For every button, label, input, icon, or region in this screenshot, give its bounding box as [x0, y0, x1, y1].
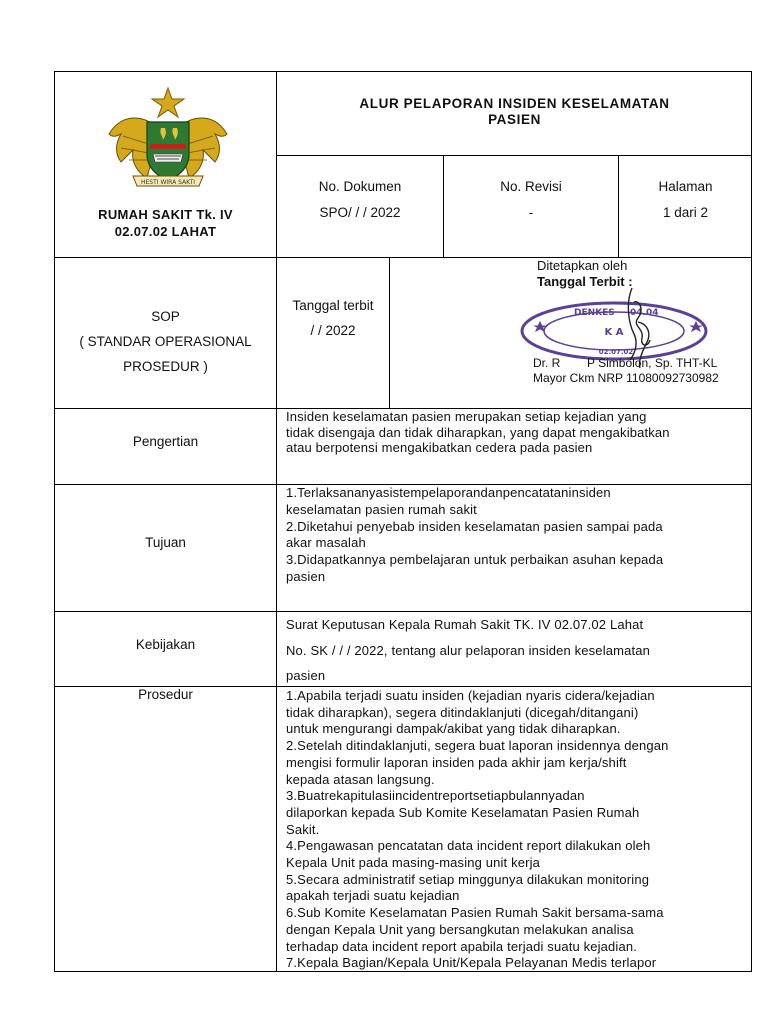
prosedur-line: 7.Kepala Bagian/Kepala Unit/Kepala Pelayanan Medis terlapor [286, 955, 657, 971]
prosedur-line: tidak diharapkan), segera ditindaklanjuti (dicegah/ditangani) [286, 704, 639, 720]
pengertian-line: atau berpotensi mengakibatkan cedera pada pasien [286, 440, 593, 455]
tujuan-content [286, 485, 746, 586]
sop-line3: PROSEDUR ) [123, 359, 208, 374]
emblem-star [152, 88, 184, 117]
kebijakan-content [286, 612, 746, 689]
table-divider [276, 155, 752, 156]
document-title [277, 96, 752, 128]
signer-rank: Mayor Ckm NRP 11080092730982 [533, 371, 719, 385]
prosedur-line: mengisi formulir laporan insiden pada akhir jam kerja/shift [286, 754, 627, 770]
doc-number-label: No. Dokumen [318, 179, 402, 194]
revision-label: No. Revisi [500, 179, 562, 194]
sop-document-table [54, 71, 752, 972]
pengertian-line: tidak disengaja dan tidak diharapkan, yang dapat mengakibatkan [286, 424, 670, 440]
prosedur-line: kepada atasan langsung. [286, 771, 435, 787]
page-label: Halaman [658, 179, 713, 194]
issue-date-value: / / 2022 [310, 323, 356, 338]
prosedur-content [286, 688, 746, 972]
page-cell [619, 178, 752, 222]
pengertian-content [286, 409, 746, 456]
doc-number-cell [277, 178, 443, 222]
prosedur-line: untuk mengurangi dampak/akibat yang tidak diharapkan. [286, 721, 621, 737]
prosedur-line: dilaporkan kepada Sub Komite Keselamatan Pasien Rumah [286, 804, 640, 820]
signer-name: Dr. R P Simbolon, Sp. THT-KL [533, 356, 718, 370]
document-title-line1: ALUR PELAPORAN INSIDEN KESELAMATAN [359, 96, 670, 111]
tujuan-line: pasien [286, 568, 326, 584]
sop-line1: SOP [151, 309, 180, 324]
tujuan-line: akar masalah [286, 535, 366, 551]
revision-cell [444, 178, 618, 222]
tujuan-line: 2.Diketahui penyebab insiden keselamatan pasien sampai pada [286, 518, 663, 534]
sop-line2: ( STANDAR OPERASIONAL [79, 334, 252, 349]
document-title-line2: PASIEN [488, 112, 541, 127]
stamp-text-top: DENKES [574, 308, 615, 318]
prosedur-line: terhadap data incident report apabila terjadi suatu kejadian. [286, 938, 637, 954]
issue-date-cell [277, 293, 389, 343]
prosedur-line: apakah terjadi suatu kejadian [286, 888, 460, 904]
kebijakan-label: Kebijakan [135, 637, 196, 652]
page-value: 1 dari 2 [662, 205, 709, 220]
hospital-name-line1: RUMAH SAKIT Tk. IV [98, 207, 233, 222]
issue-date-label: Tanggal terbit [292, 298, 374, 313]
prosedur-line: 6.Sub Komite Keselamatan Pasien Rumah Sakit bersama-sama [286, 905, 664, 921]
prosedur-line: 4.Pengawasan pencatatan data incident report dilakukan oleh [286, 838, 651, 854]
tujuan-label: Tujuan [145, 535, 186, 550]
pengertian-label: Pengertian [132, 434, 199, 449]
kebijakan-line: Surat Keputusan Kepala Rumah Sakit TK. IV 02.07.02 Lahat [286, 617, 644, 632]
emblem-shield [147, 122, 189, 180]
stamp-text-bottom: 02.07.02 [598, 348, 634, 356]
issue-date-stamp-label: Tanggal Terbit : [537, 274, 633, 289]
tujuan-line: 1.Terlaksananyasistempelaporandanpencatataninsiden [286, 485, 611, 500]
prosedur-line: Sakit. [286, 821, 320, 837]
stamp-text-code: 04.04 [630, 308, 659, 318]
doc-number-value: SPO/ / / 2022 [319, 205, 401, 220]
prosedur-line: 3.Buatrekapitulasiincidentreportsetiapbulannyadan [286, 788, 585, 804]
pengertian-line: Insiden keselamatan pasien merupakan setiap kejadian yang [286, 409, 647, 424]
tujuan-line: 3.Didapatkannya pembelajaran untuk perbaikan asuhan kepada [286, 552, 664, 568]
revision-value: - [528, 205, 534, 220]
kebijakan-line: pasien [286, 668, 326, 683]
kebijakan-line: No. SK / / / 2022, tentang alur pelaporan insiden keselamatan [286, 642, 650, 658]
prosedur-line: 1.Apabila terjadi suatu insiden (kejadian nyaris cidera/kejadian [286, 688, 655, 703]
approval-cell [390, 258, 752, 408]
stamp-text-middle: K A [604, 327, 624, 338]
approved-by-label: Ditetapkan oleh [537, 258, 628, 273]
hospital-cell [55, 72, 276, 257]
prosedur-line: dengan Kepala Unit yang bersangkutan melakukan analisa [286, 921, 634, 937]
prosedur-line: 5.Secara administratif setiap minggunya dilakukan monitoring [286, 871, 650, 887]
hospital-emblem-logo [103, 84, 233, 196]
tujuan-line: keselamatan pasien rumah sakit [286, 501, 477, 517]
sop-title-cell [55, 304, 276, 379]
prosedur-label: Prosedur [138, 687, 193, 702]
hospital-name-line2: 02.07.02 LAHAT [114, 224, 217, 239]
prosedur-line: Kepala Unit pada masing-masing unit kerja [286, 855, 541, 871]
prosedur-line: 2.Setelah ditindaklanjuti, segera buat laporan insidennya dengan [286, 738, 669, 754]
emblem-motto: HESTI WIRA SAKTI [140, 179, 196, 186]
